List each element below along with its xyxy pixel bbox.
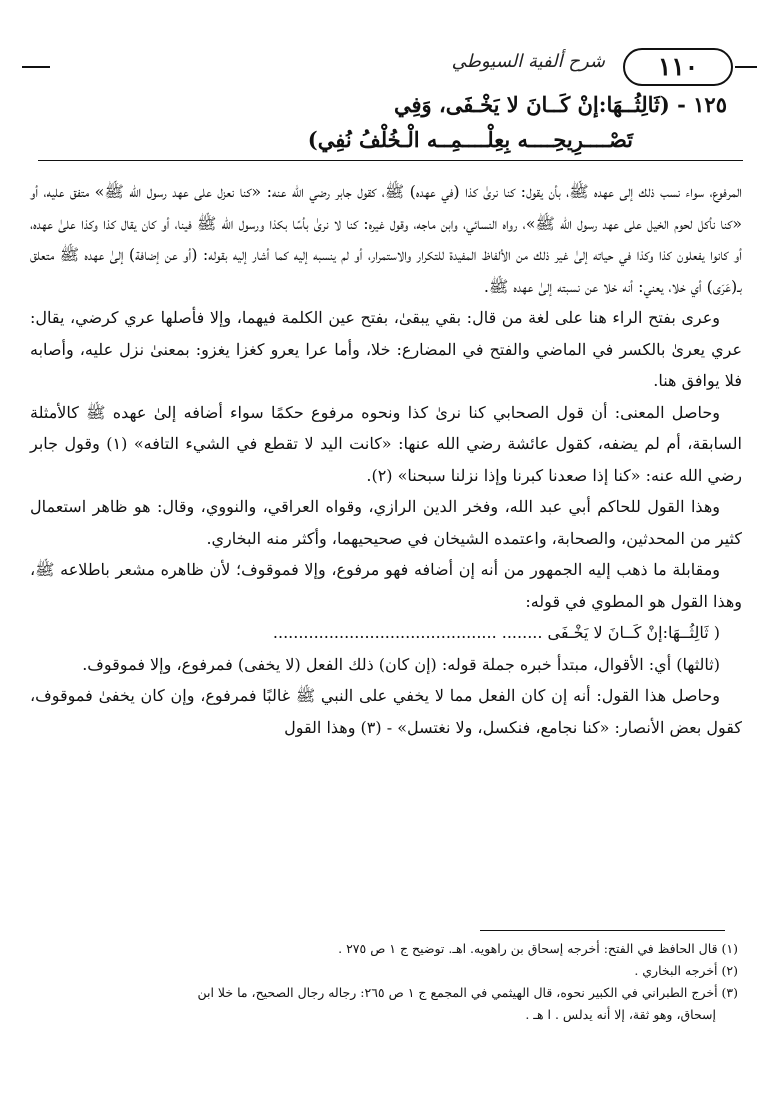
header-rule-left	[22, 66, 50, 68]
verse-line-2: تَصْــــرِيحِــــه بِعِلْــــمِــه الْـخُلْفُ نُفِي)	[307, 127, 633, 152]
footnote-1: (١) قال الحافظ في الفتح: أخرجه إسحاق بن راهويه. اهـ. توضيح ج ١ ص ٢٧٥ .	[338, 941, 738, 956]
running-title: شرح ألفية السيوطي	[451, 51, 605, 72]
paragraph: وحاصل المعنى: أن قول الصحابي كنا نرىٰ كذا ونحوه مرفوع حكمًا سواء أضافه إلىٰ عهده ﷺ كالأمثلة السابقة، أم لم يضفه، كقول عائشة رضي الله عنها: «كانت اليد لا تقطع في الشيء التافه» (١) وقول جابر رضي الله عنه: «كنا إذا صعدنا كبرنا وإذا نزلنا سبحنا» (٢).	[30, 402, 742, 485]
paragraph: وعرى بفتح الراء هنا على لغة من قال: بقي يبقىٰ، بفتح عين الكلمة فيهما، وإلا فأصلها عري كرضي، يقال: عري يعرىٰ بالكسر في الماضي والفتح في المضارع: خلا، وأما عرا يعرو كغزا يغزو: بمعنىٰ نزل عليه، وأصابه فلا يوافق هنا.	[30, 308, 742, 390]
body-text	[30, 176, 742, 743]
quoted-verse: ( ثَالِثُــهَا:إنْ كَــانَ لا يَخْـفَى ........ ............................................	[272, 623, 720, 642]
paragraph: المرفوع، سواء نسب ذلك إلى عهده ﷺ، بأن يقول: كنا نرىٰ كذا (في عهده) ﷺ، كقول جابر رضي الله عنه: «كنا نعزل على عهد رسول الله ﷺ» متفق عليه، أو «كنا نأكل لحوم الخيل على عهد رسول الله ﷺ»، رواه النسائي، وابن ماجه، وقول غيره: كنا لا نرىٰ بأسًا بكذا ورسول الله ﷺ فينا، أو كان يقال كذا وكذا علىٰ عهده، أو كانوا يفعلون كذا وكذا في حياته إلىٰ غير ذلك من الألفاظ المفيدة للتكرار والاستمرار، أو لم ينسبه إليه كما أشار إليه بقوله: (أو عن إضافة) إلىٰ عهده ﷺ متعلق بـ(عَرَى) أي خلا، يعني: أنه خلا عن نسبته إلىٰ عهده ﷺ.	[30, 182, 743, 296]
page-number: ١١٠	[623, 48, 733, 86]
paragraph: وهذا القول للحاكم أبي عبد الله، وفخر الدين الرازي، وقواه العراقي، والنووي، وقال: هو ظاهر استعمال كثير من المحدثين، والصحابة، واعتمده الشيخان في صحيحيهما، وأكثر منه البخاري.	[30, 497, 742, 548]
page-header	[22, 40, 757, 96]
footnote-3: (٣) أخرج الطبراني في الكبير نحوه، قال الهيثمي في المجمع ج ١ ص ٢٦٥: رجاله رجال الصحيح، ما خلا ابن	[197, 985, 738, 1000]
paragraph: ومقابلة ما ذهب إليه الجمهور من أنه إن أضافه فهو مرفوع، وإلا فموقوف؛ لأن ظاهره مشعر باطلاعه ﷺ، وهذا القول هو المطوي في قوله:	[30, 560, 742, 611]
header-rule-right	[735, 66, 757, 68]
footnotes	[34, 938, 738, 1026]
footnote-3-continued: إسحاق، وهو ثقة، إلا أنه يدلس . ا هـ .	[525, 1007, 716, 1022]
verse-line-1: ١٢٥ - (ثَالِثُــهَا:إنْ كَــانَ لا يَخْـفَى، وَفِي	[394, 92, 727, 117]
paragraph: (ثالثها) أي: الأقوال، مبتدأ خبره جملة قوله: (إن كان) ذلك الفعل (لا يخفى) فمرفوع، وإلا فموقوف.	[82, 654, 720, 674]
footnote-divider	[480, 930, 725, 931]
footnote-2: (٢) أخرجه البخاري .	[634, 963, 738, 978]
verse-divider	[38, 160, 743, 161]
paragraph: وحاصل هذا القول: أنه إن كان الفعل مما لا يخفي على النبي ﷺ غالبًا فمرفوع، وإن كان يخفىٰ فموقوف، كقول بعض الأنصار: «كنا نجامع، فنكسل، ولا نغتسل» - (٣) وهذا القول	[30, 686, 742, 737]
